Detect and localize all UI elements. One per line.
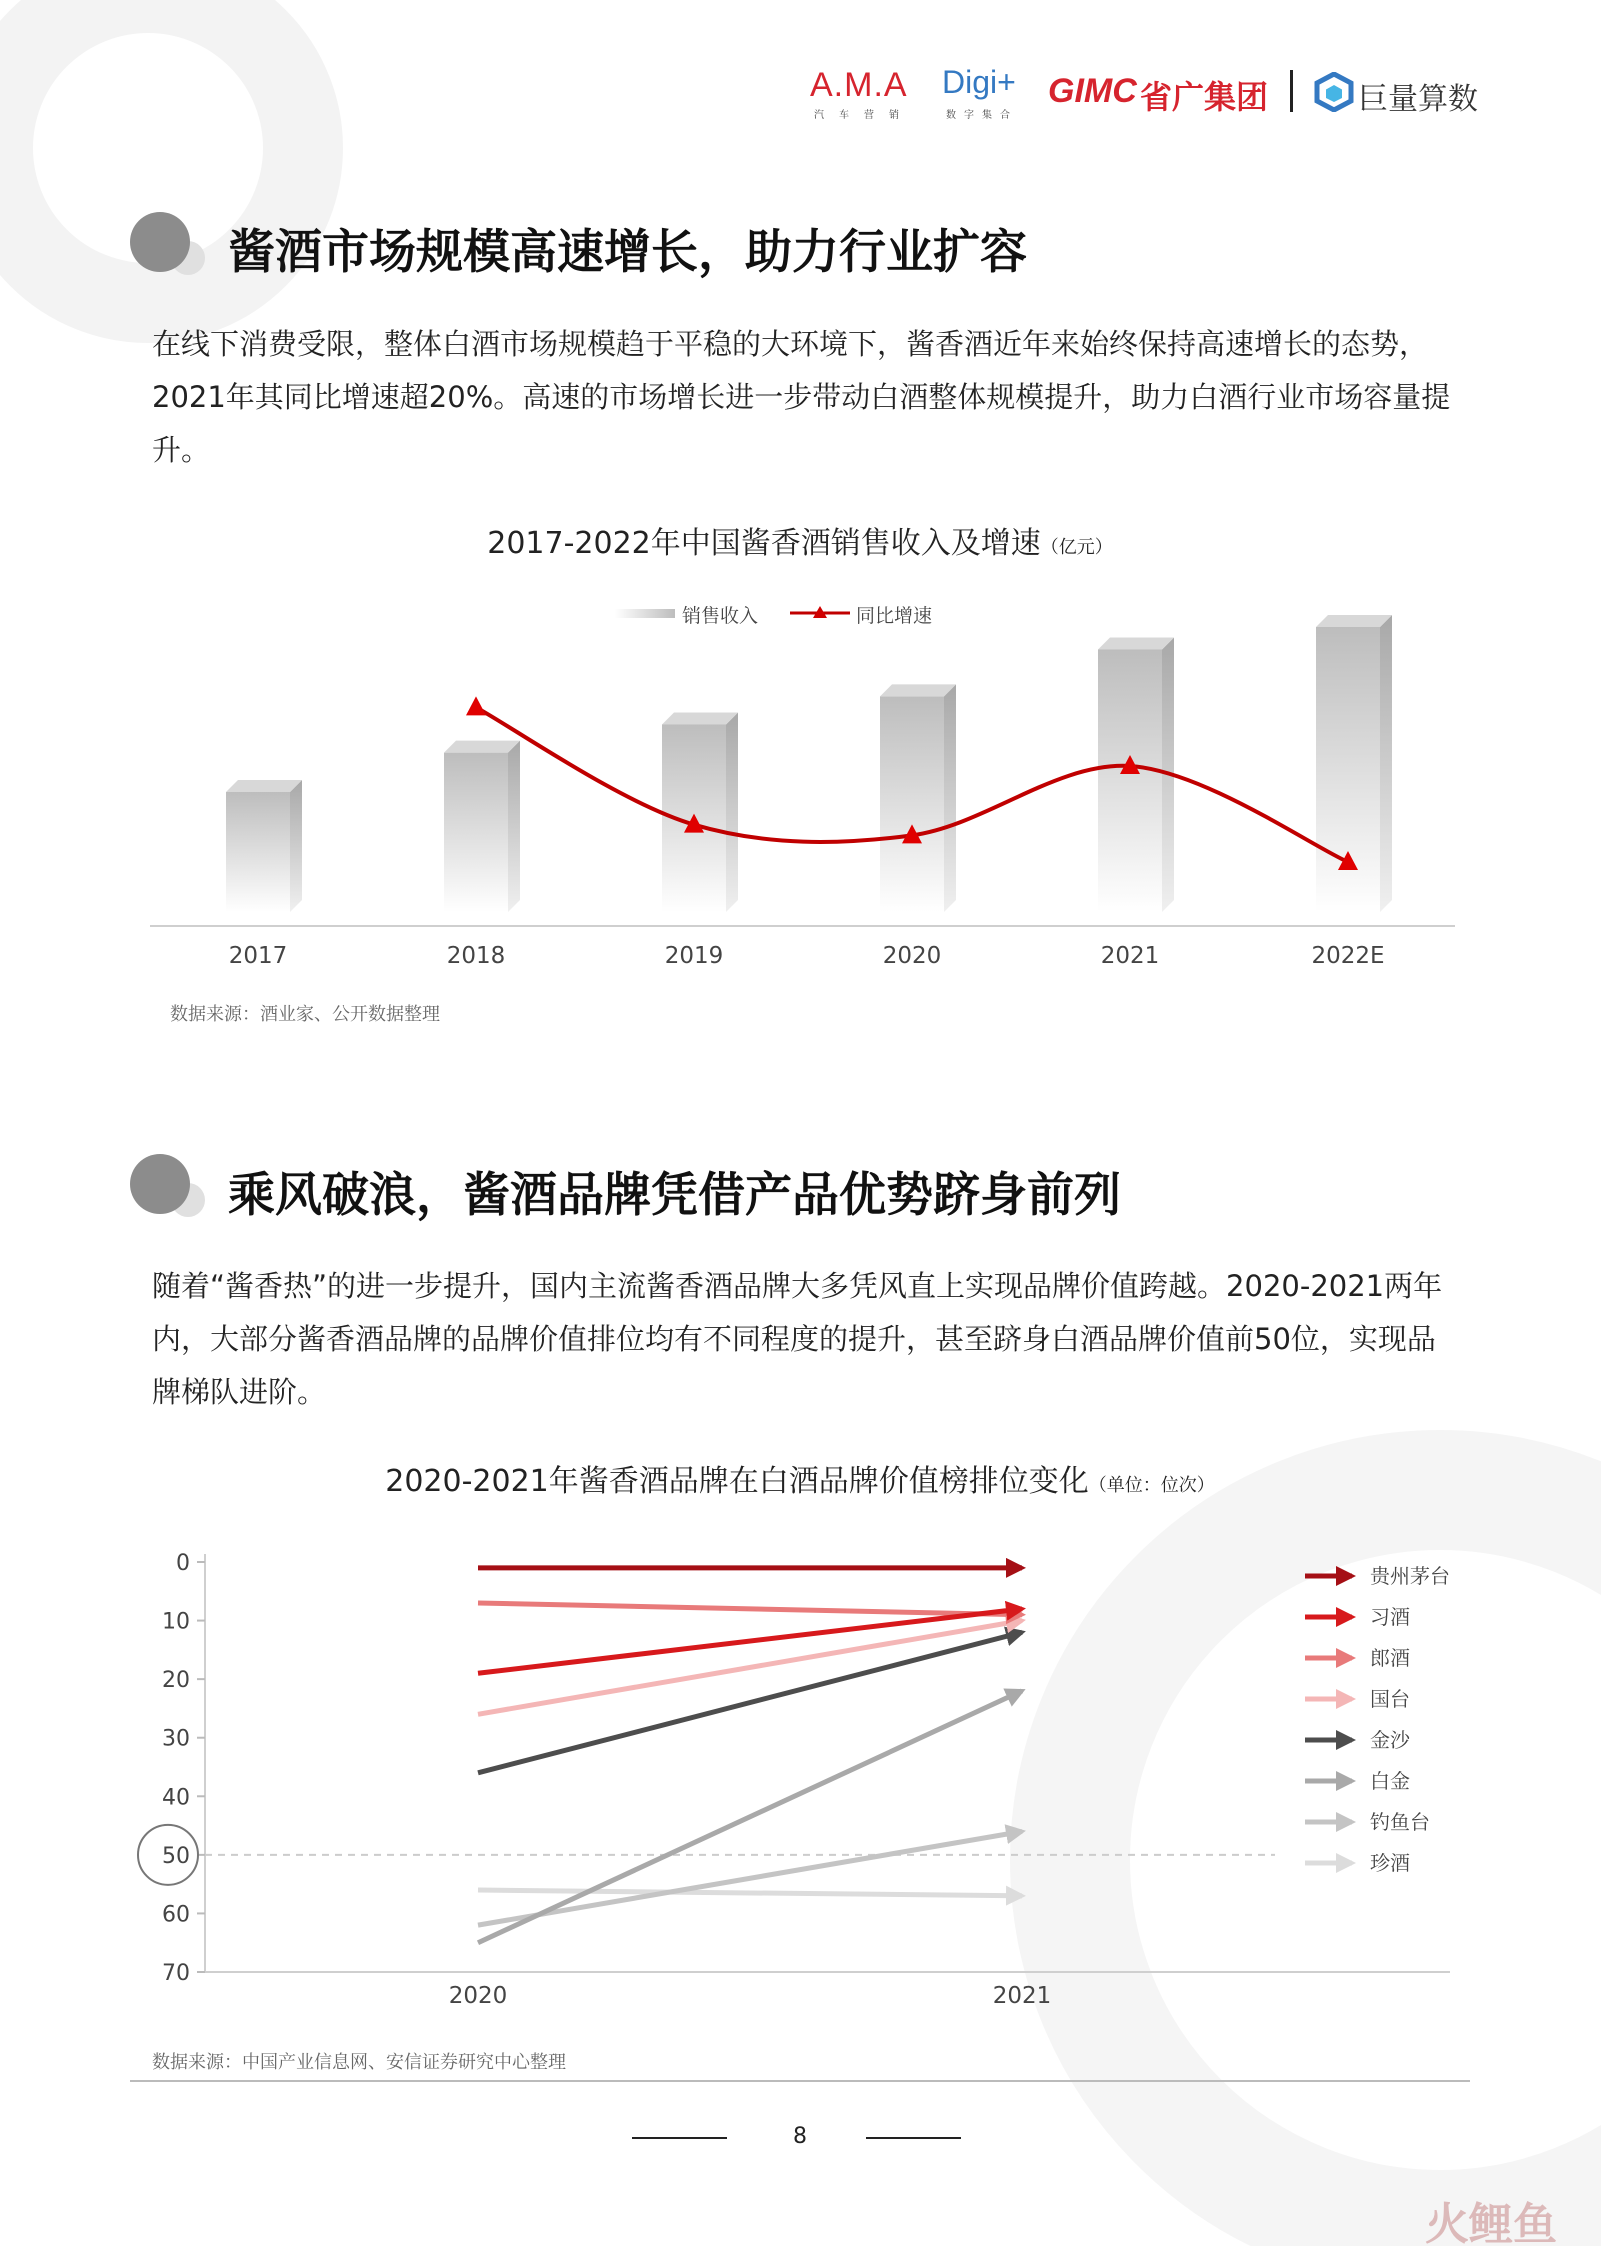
rank-line-1 (478, 1609, 1022, 1673)
section2-paragraph: 随着“酱香热”的进一步提升，国内主流酱香酒品牌大多凭风直上实现品牌价值跨越。2020-2021两年内，大部分酱香酒品牌的品牌价值排位均有不同程度的提升，甚至跻身白酒品牌价值前50位，实现品牌梯队进阶。 (152, 1269, 1443, 1409)
rank-line-6 (478, 1831, 1022, 1925)
ama-logo: A.M.A (810, 66, 908, 104)
x-tick-label-2021: 2021 (1100, 943, 1160, 969)
revenue-bar-2021 (1098, 638, 1174, 913)
y-tick-label-40: 40 (162, 1785, 190, 1811)
ama-logo-subtitle: 汽车营销 (814, 110, 914, 121)
section2-bullet-icon (128, 1150, 208, 1220)
rank-line-7 (478, 1890, 1022, 1896)
revenue-bar-2019 (662, 713, 738, 913)
legend-bar-swatch (615, 609, 675, 618)
chart1-source: 数据来源：酒业家、公开数据整理 (170, 1004, 440, 1025)
legend-label-6: 钓鱼台 (1370, 1810, 1430, 1834)
section2-title: 乘风破浪，酱酒品牌凭借产品优势跻身前列 (228, 1168, 1121, 1223)
growth-rate-point-2018 (466, 696, 486, 715)
section1-title: 酱酒市场规模高速增长，助力行业扩容 (228, 225, 1027, 280)
revenue-bar-2017 (226, 780, 302, 912)
x-tick-label-2020: 2020 (448, 1983, 508, 2009)
legend-item-5 (1305, 1769, 1410, 1793)
chart2-unit: （单位：位次） (1088, 1475, 1215, 1496)
x-tick-label-2022E: 2022E (1311, 943, 1385, 969)
x-tick-label-2017: 2017 (228, 943, 288, 969)
x-tick-label-2020: 2020 (882, 943, 942, 969)
page-number: 8 (793, 2124, 807, 2149)
x-tick-label-2018: 2018 (446, 943, 506, 969)
footer-divider (130, 2080, 1470, 2082)
revenue-bar-2020 (880, 684, 956, 912)
page-number-line-right (866, 2137, 961, 2139)
rank-line-5 (478, 1691, 1022, 1943)
legend-label-2: 郎酒 (1370, 1646, 1410, 1670)
legend-item-4 (1305, 1728, 1411, 1752)
legend-item-7 (1305, 1851, 1410, 1875)
y-tick-label-0: 0 (176, 1551, 190, 1576)
digi-logo-subtitle: 数字集合 (946, 110, 1018, 121)
legend-item-0 (1305, 1564, 1450, 1588)
gimc-logo: GIMC (1048, 72, 1137, 110)
legend-item-6 (1305, 1810, 1430, 1834)
section1-paragraph: 在线下消费受限，整体白酒市场规模趋于平稳的大环境下，酱香酒近年来始终保持高速增长的态势，2021年其同比增速超20%。高速的市场增长进一步带动白酒整体规模提升，助力白酒行业市场容量提升。 (152, 327, 1451, 467)
legend-bar-label: 销售收入 (682, 605, 759, 627)
chart2-title-text: 2020-2021年酱香酒品牌在白酒品牌价值榜排位变化 (385, 1464, 1089, 1499)
y-tick-label-70: 70 (162, 1961, 190, 1986)
watermark-text: 火鲤鱼 (1425, 2199, 1557, 2250)
legend-line-label: 同比增速 (856, 605, 933, 627)
legend-label-7: 珍酒 (1370, 1851, 1410, 1875)
x-tick-label-2021: 2021 (992, 1983, 1052, 2009)
y-tick-label-10: 10 (162, 1609, 190, 1635)
y-tick-label-20: 20 (162, 1668, 190, 1694)
legend-label-0: 贵州茅台 (1370, 1564, 1450, 1588)
y-tick-label-60: 60 (162, 1902, 190, 1928)
legend-item-1 (1305, 1605, 1410, 1629)
digi-logo: Digi+ (942, 64, 1016, 100)
legend-item-3 (1305, 1687, 1410, 1711)
brand-rank-chart (130, 1540, 1510, 2020)
page-number-line-left (632, 2137, 727, 2139)
sales-revenue-chart (140, 590, 1470, 990)
chart1-legend (615, 605, 932, 627)
section1-bullet-icon (128, 208, 208, 278)
legend-label-3: 国台 (1370, 1687, 1410, 1711)
juliang-logo-icon (1314, 72, 1354, 112)
header-logos (810, 62, 1490, 132)
chart2-title (300, 1456, 1300, 1500)
chart2-source: 数据来源：中国产业信息网、安信证券研究中心整理 (152, 2052, 566, 2073)
rank-line-2 (478, 1603, 1022, 1615)
y-tick-label-30: 30 (162, 1726, 190, 1752)
juliang-logo: 巨量算数 (1358, 82, 1478, 117)
revenue-bar-2018 (444, 741, 520, 912)
chart1-title (300, 518, 1300, 562)
legend-item-2 (1305, 1646, 1410, 1670)
chart1-title-text: 2017-2022年中国酱香酒销售收入及增速 (487, 526, 1041, 561)
legend-label-5: 白金 (1370, 1769, 1410, 1793)
legend-label-4: 金沙 (1370, 1728, 1410, 1752)
logo-divider (1290, 70, 1293, 112)
chart1-unit: （亿元） (1040, 537, 1113, 558)
x-tick-label-2019: 2019 (664, 943, 724, 969)
y-tick-label-50: 50 (162, 1843, 190, 1869)
legend-label-1: 习酒 (1370, 1605, 1410, 1629)
gimc-logo-cn: 省广集团 (1140, 78, 1269, 116)
